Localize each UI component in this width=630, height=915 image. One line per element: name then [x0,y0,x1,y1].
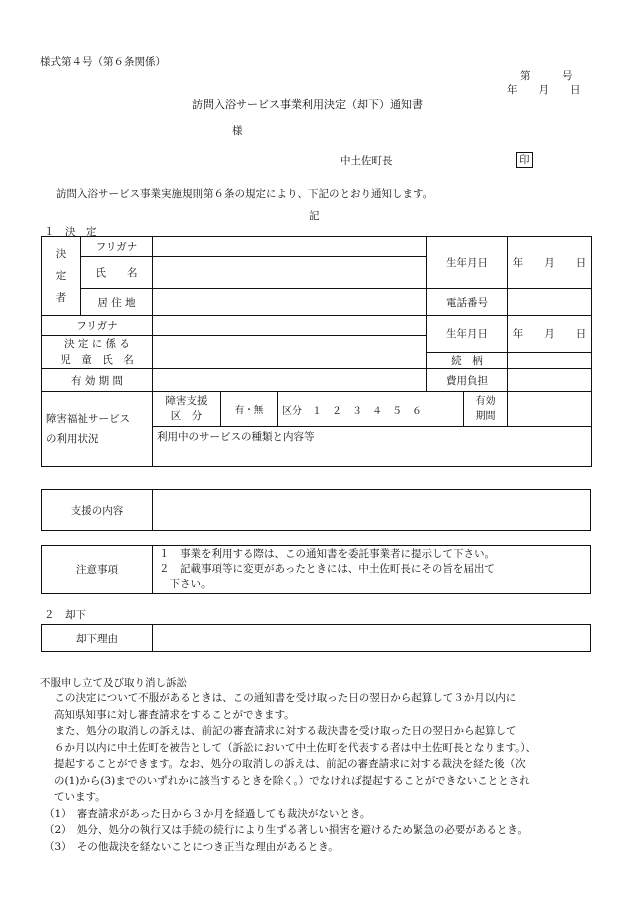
notice-title: 不服申し立て及び取り消し訴訟 [40,677,187,689]
notice-body: この決定について不服があるときは、この通知書を受け取った日の翌日から起算して３か月以内に 高知県知事に対し審査請求をすることができます。 また、処分の取消しの訴えは、前記の審査請求に対する裁決書を受け取った日の翌日から起算して ６か月以内に中土佐町を被告として（訴訟において中土佐町を代表する者は中土佐町長となります。）、 提起することができます。なお、処分の取消しの訴えは、前記の審査請求に対する裁決を経た後（次 の(1)から(3)までのいずれかに該当するときを除く。）でなければ提起することができないこととされ ています。 （1） 審査請求があった日から３か月を経過しても裁決がないとき。 （2） 処分、処分の執行又は手続の続行により生ずる著しい損害を避けるため緊急の必要があるとき。 （3） その他裁決を経ないことにつき正当な理由があるとき。 [44,692,537,853]
services-field[interactable]: 利用中のサービスの種類と内容等 [153,427,592,467]
document-number: 第 号 [520,70,573,82]
child-furigana-field[interactable] [153,316,427,336]
division-choice[interactable]: 区分 １ ２ ３ ４ ５ ６ [278,392,464,427]
notes-table [41,545,591,594]
reject-table [41,624,591,652]
seal-mark: 印 [516,152,533,168]
phone-field[interactable] [508,289,592,316]
ki-heading: 記 [309,210,320,222]
address-field[interactable] [153,289,427,316]
child-furigana-label: フリガナ [42,316,153,336]
support-certification-label: 障害支援 区 分 [153,392,221,427]
form-label: 様式第４号（第６条関係） [40,56,166,68]
issue-date: 年 月 日 [507,84,581,96]
cost-label: 費用負担 [427,369,508,392]
reject-reason-field[interactable] [153,625,591,652]
relation-label: 続 柄 [427,352,508,369]
name-label: 氏 名 [81,257,153,289]
decision-table [41,236,592,467]
section2-heading: ２ 却下 [44,609,86,621]
validity-field[interactable] [153,369,427,392]
issuer-name: 中土佐町長 [340,155,393,167]
furigana-field[interactable] [153,237,427,257]
decided-person-label: 決 定 者 [42,237,81,316]
notes-label: 注意事項 [42,546,153,594]
child-name-label: 決 定 に 係 る 児 童 氏 名 [42,336,153,369]
birth-label: 生年月日 [427,237,508,289]
phone-label: 電話番号 [427,289,508,316]
valid-period-label: 有効 期間 [464,392,508,427]
validity-label: 有 効 期 間 [42,369,153,392]
notes-text: １ 事業を利用する際は、この通知書を委託事業者に提示して下さい。 ２ 記載事項等に変更があったときには、中土佐町長にその旨を届出て 下さい。 [153,546,591,594]
welfare-usage-label: 障害福祉サービス の利用状況 [42,392,153,467]
support-field[interactable] [153,490,591,531]
addressee-suffix: 様 [232,125,243,137]
support-label: 支援の内容 [42,490,153,531]
valid-period-field[interactable] [508,392,592,427]
intro-text: 訪問入浴サービス事業実施規則第６条の規定により、下記のとおり通知します。 [56,188,434,200]
birth-value[interactable]: 年 月 日 [508,237,592,289]
name-field[interactable] [153,257,427,289]
relation-field[interactable] [508,352,592,369]
child-birth-label: 生年月日 [427,316,508,353]
child-birth-value[interactable]: 年 月 日 [508,316,592,353]
reject-reason-label: 却下理由 [42,625,153,652]
child-name-field[interactable] [153,336,427,369]
furigana-label: フリガナ [81,237,153,257]
yes-no-choice[interactable]: 有・無 [221,392,278,427]
document-title: 訪問入浴サービス事業利用決定（却下）通知書 [192,98,423,111]
cost-field[interactable] [508,369,592,392]
support-table [41,489,591,531]
address-label: 居 住 地 [81,289,153,316]
section1-heading: １ 決 定 [44,226,97,238]
